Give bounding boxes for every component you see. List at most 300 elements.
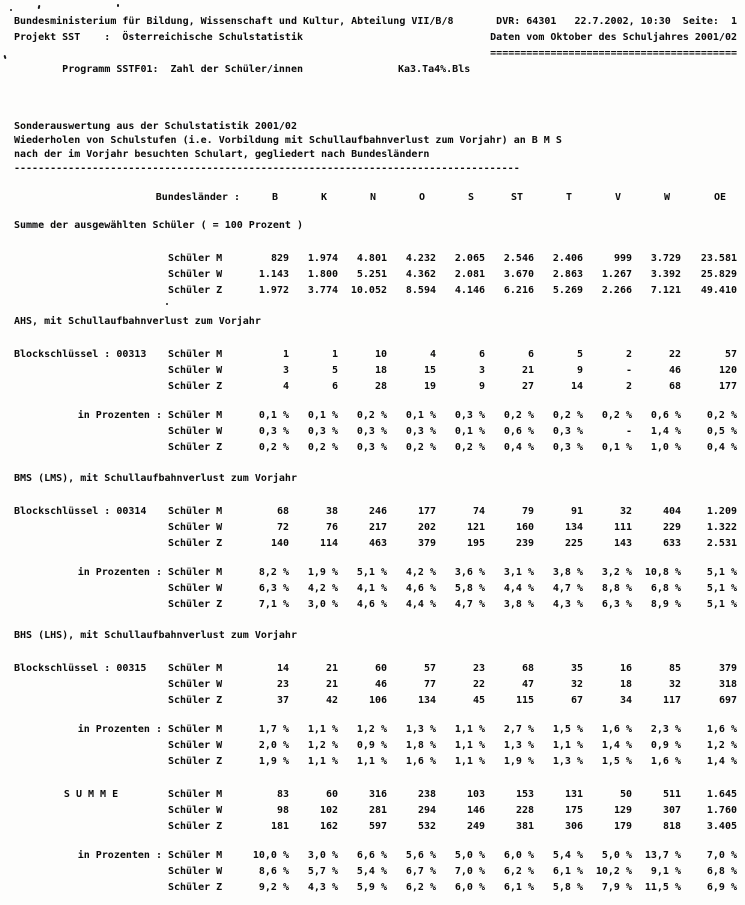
value-cell: 10,0 %: [252, 850, 289, 861]
value-cell: 5: [576, 349, 583, 360]
dashed-separator: ------------------------------------------------------------------------------------: [14, 163, 520, 174]
project-line: Projekt SST : Österreichische Schulstatistik: [14, 32, 303, 43]
value-cell: 102: [319, 805, 338, 816]
table-row: [168, 424, 737, 440]
table-row: [168, 536, 737, 552]
value-cell: 179: [613, 821, 632, 832]
value-cell: 67: [570, 695, 583, 706]
group-key-label: in Prozenten :: [77, 850, 162, 861]
value-cell: 85: [668, 663, 681, 674]
group-key-label: Blockschlüssel : 00313: [14, 349, 147, 360]
value-cell: 0,3 %: [552, 426, 583, 437]
report-intro: [14, 120, 737, 176]
row-group: [14, 787, 737, 835]
table-row: [168, 738, 737, 754]
value-cell: 35: [570, 663, 583, 674]
value-cell: 597: [368, 821, 387, 832]
group-key-label: in Prozenten :: [77, 410, 162, 421]
value-cell: 1.322: [706, 522, 737, 533]
column-header: B: [271, 192, 278, 203]
value-cell: 7,0 %: [706, 850, 737, 861]
table-row: [168, 347, 737, 363]
column-header: S: [467, 192, 474, 203]
value-cell: 0,9 %: [650, 740, 681, 751]
row-label: Schüler Z: [168, 442, 223, 453]
value-cell: 2.546: [503, 253, 534, 264]
value-cell: 1.209: [706, 506, 737, 517]
value-cell: 32: [619, 506, 632, 517]
value-cell: 50: [619, 789, 632, 800]
value-cell: 0,1 %: [405, 410, 436, 421]
value-cell: 175: [564, 805, 583, 816]
value-cell: -: [625, 365, 632, 376]
group-key-label: in Prozenten :: [77, 567, 162, 578]
value-cell: 6.216: [503, 285, 534, 296]
value-cell: 1,6 %: [601, 724, 632, 735]
value-cell: 6,3 %: [601, 599, 632, 610]
value-cell: 511: [662, 789, 681, 800]
value-cell: 0,2 %: [258, 442, 289, 453]
value-cell: 14: [570, 381, 583, 392]
value-cell: 134: [417, 695, 436, 706]
value-cell: 1,3 %: [405, 724, 436, 735]
value-cell: 6,8 %: [650, 583, 681, 594]
table-row: [168, 754, 737, 770]
value-cell: 0,2 %: [552, 410, 583, 421]
value-cell: 0,3 %: [356, 442, 387, 453]
table-row: [168, 283, 737, 299]
value-cell: 307: [662, 805, 681, 816]
value-cell: 23: [276, 679, 289, 690]
value-cell: 19: [423, 381, 436, 392]
row-group: [14, 661, 737, 709]
value-cell: 225: [564, 538, 583, 549]
value-cell: 98: [276, 805, 289, 816]
value-cell: 140: [270, 538, 289, 549]
value-cell: 0,2 %: [307, 442, 338, 453]
value-cell: 45: [472, 695, 485, 706]
value-cell: 0,3 %: [258, 426, 289, 437]
value-cell: 5,8 %: [454, 583, 485, 594]
column-header: T: [565, 192, 572, 203]
value-cell: 18: [374, 365, 387, 376]
value-cell: 281: [368, 805, 387, 816]
value-cell: 5.251: [356, 269, 387, 280]
value-cell: 23: [472, 663, 485, 674]
value-cell: 1,9 %: [503, 756, 534, 767]
value-cell: 0,3 %: [454, 410, 485, 421]
row-label: Schüler Z: [168, 756, 223, 767]
row-label: Schüler Z: [168, 381, 223, 392]
table-row: [168, 693, 737, 709]
value-cell: 162: [319, 821, 338, 832]
value-cell: 2.266: [601, 285, 632, 296]
value-cell: 3,6 %: [454, 567, 485, 578]
value-cell: 129: [613, 805, 632, 816]
value-cell: 4.232: [405, 253, 436, 264]
value-cell: 1,3 %: [552, 756, 583, 767]
table-row: [168, 677, 737, 693]
scan-artifact: [10, 9, 12, 11]
table-section: [14, 628, 737, 770]
row-label: Schüler W: [168, 740, 223, 751]
row-label: Schüler W: [168, 583, 223, 594]
value-cell: 4,3 %: [307, 882, 338, 893]
value-cell: 4.146: [454, 285, 485, 296]
value-cell: 106: [368, 695, 387, 706]
table-row: [168, 819, 737, 835]
value-cell: 2.081: [454, 269, 485, 280]
row-group: [14, 504, 737, 552]
value-cell: 6,2 %: [503, 866, 534, 877]
value-cell: 238: [417, 789, 436, 800]
value-cell: 68: [668, 381, 681, 392]
value-cell: 2,3 %: [650, 724, 681, 735]
value-cell: 633: [662, 538, 681, 549]
row-label: Schüler W: [168, 426, 223, 437]
value-cell: 22: [668, 349, 681, 360]
row-label: Schüler Z: [168, 599, 223, 610]
value-cell: 120: [718, 365, 737, 376]
value-cell: 115: [515, 695, 534, 706]
value-cell: 117: [662, 695, 681, 706]
value-cell: 0,5 %: [706, 426, 737, 437]
program-line: Programm SSTF01: Zahl der Schüler/innen: [62, 64, 303, 75]
value-cell: 1,1 %: [552, 740, 583, 751]
value-cell: 318: [718, 679, 737, 690]
value-cell: 1,5 %: [552, 724, 583, 735]
value-cell: 3.392: [650, 269, 681, 280]
intro-line-1: Sonderauswertung aus der Schulstatistik 2001/02: [14, 121, 297, 132]
value-cell: 0,2 %: [454, 442, 485, 453]
value-cell: 463: [368, 538, 387, 549]
report-header: [14, 14, 737, 94]
value-cell: 57: [423, 663, 436, 674]
value-cell: -: [625, 426, 632, 437]
value-cell: 1,1 %: [307, 756, 338, 767]
value-cell: 6,0 %: [454, 882, 485, 893]
value-cell: 8,6 %: [258, 866, 289, 877]
value-cell: 1,0 %: [650, 442, 681, 453]
value-cell: 5,1 %: [706, 583, 737, 594]
value-cell: 103: [466, 789, 485, 800]
value-cell: 10.052: [350, 285, 387, 296]
value-cell: 42: [325, 695, 338, 706]
section-heading: AHS, mit Schullaufbahnverlust zum Vorjahr: [14, 316, 261, 327]
section-heading: BHS (LHS), mit Schullaufbahnverlust zum Vorjahr: [14, 630, 297, 641]
table-section: [14, 471, 737, 613]
value-cell: 32: [570, 679, 583, 690]
value-cell: 246: [368, 506, 387, 517]
value-cell: 27: [521, 381, 534, 392]
value-cell: 181: [270, 821, 289, 832]
value-cell: 4,6 %: [356, 599, 387, 610]
row-label: Schüler Z: [168, 882, 223, 893]
value-cell: 1.267: [601, 269, 632, 280]
value-cell: 4,7 %: [454, 599, 485, 610]
value-cell: 7.121: [650, 285, 681, 296]
data-origin-line: Daten vom Oktober des Schuljahres 2001/02: [490, 32, 737, 43]
value-cell: 76: [325, 522, 338, 533]
value-cell: 2.065: [454, 253, 485, 264]
value-cell: 5: [331, 365, 338, 376]
value-cell: 134: [564, 522, 583, 533]
program-note: Ka3.Ta4%.Bls: [398, 64, 471, 75]
value-cell: 818: [662, 821, 681, 832]
value-cell: 2.531: [706, 538, 737, 549]
value-cell: 114: [319, 538, 338, 549]
value-cell: 3,8 %: [552, 567, 583, 578]
table-row: [168, 803, 737, 819]
value-cell: 4: [282, 381, 289, 392]
value-cell: 0,3 %: [356, 426, 387, 437]
value-cell: 9,2 %: [258, 882, 289, 893]
value-cell: 4,7 %: [552, 583, 583, 594]
value-cell: 306: [564, 821, 583, 832]
value-cell: 0,2 %: [601, 410, 632, 421]
value-cell: 3: [478, 365, 485, 376]
value-cell: 316: [368, 789, 387, 800]
table-row: [168, 722, 737, 738]
value-cell: 16: [619, 663, 632, 674]
value-cell: 0,1 %: [454, 426, 485, 437]
row-label: Schüler Z: [168, 538, 223, 549]
value-cell: 6,1 %: [552, 866, 583, 877]
value-cell: 2,0 %: [258, 740, 289, 751]
value-cell: 22: [472, 679, 485, 690]
table-section: [14, 218, 737, 299]
value-cell: 5,0 %: [601, 850, 632, 861]
value-cell: 25.829: [700, 269, 737, 280]
table-row: [168, 864, 737, 880]
value-cell: 0,9 %: [356, 740, 387, 751]
table-row: [168, 363, 737, 379]
table-row: [168, 581, 737, 597]
value-cell: 1.974: [307, 253, 338, 264]
table-row: [168, 379, 737, 395]
scan-artifact: [117, 4, 119, 7]
dvr-date-page-line: DVR: 64301 22.7.2002, 10:30 Seite: 1: [496, 16, 737, 27]
value-cell: 79: [521, 506, 534, 517]
group-key-label: in Prozenten :: [77, 724, 162, 735]
value-cell: 9: [576, 365, 583, 376]
row-group: [14, 565, 737, 613]
value-cell: 2.406: [552, 253, 583, 264]
value-cell: 5,0 %: [454, 850, 485, 861]
value-cell: 0,2 %: [503, 410, 534, 421]
value-cell: 13,7 %: [644, 850, 681, 861]
value-cell: 1,6 %: [405, 756, 436, 767]
value-cell: 2,7 %: [503, 724, 534, 735]
section-heading: BMS (LMS), mit Schullaufbahnverlust zum Vorjahr: [14, 473, 297, 484]
value-cell: 3,0 %: [307, 599, 338, 610]
value-cell: 60: [374, 663, 387, 674]
value-cell: 77: [423, 679, 436, 690]
row-label: Schüler M: [168, 253, 223, 264]
value-cell: 153: [515, 789, 534, 800]
row-group: [14, 408, 737, 456]
value-cell: 91: [570, 506, 583, 517]
table-row: [168, 597, 737, 613]
value-cell: 1,4 %: [601, 740, 632, 751]
value-cell: 146: [466, 805, 485, 816]
row-label: Schüler W: [168, 866, 223, 877]
value-cell: 1,1 %: [454, 756, 485, 767]
row-label: Schüler M: [168, 789, 223, 800]
value-cell: 195: [466, 538, 485, 549]
column-header: ST: [510, 192, 523, 203]
value-cell: 3,1 %: [503, 567, 534, 578]
value-cell: 72: [276, 522, 289, 533]
value-cell: 5,4 %: [356, 866, 387, 877]
value-cell: 7,9 %: [601, 882, 632, 893]
value-cell: 23.581: [700, 253, 737, 264]
value-cell: 1,4 %: [706, 756, 737, 767]
value-cell: 177: [718, 381, 737, 392]
value-cell: 6,7 %: [405, 866, 436, 877]
value-cell: 10,8 %: [644, 567, 681, 578]
section-heading: Summe der ausgewählten Schüler ( = 100 Prozent ): [14, 220, 303, 231]
value-cell: 5,1 %: [706, 599, 737, 610]
row-label: Schüler Z: [168, 821, 223, 832]
value-cell: 6,6 %: [356, 850, 387, 861]
value-cell: 1.143: [258, 269, 289, 280]
value-cell: 37: [276, 695, 289, 706]
value-cell: 34: [619, 695, 632, 706]
column-header: O: [418, 192, 425, 203]
bundeslaender-label: Bundesländer :: [155, 192, 240, 203]
value-cell: 3.774: [307, 285, 338, 296]
value-cell: 7,1 %: [258, 599, 289, 610]
value-cell: 68: [276, 506, 289, 517]
value-cell: 6,3 %: [258, 583, 289, 594]
value-cell: 6: [527, 349, 534, 360]
value-cell: 0,3 %: [405, 426, 436, 437]
row-label: Schüler W: [168, 522, 223, 533]
value-cell: 3.405: [706, 821, 737, 832]
value-cell: 2: [625, 349, 632, 360]
value-cell: 4: [429, 349, 436, 360]
value-cell: 8,8 %: [601, 583, 632, 594]
row-label: Schüler W: [168, 679, 223, 690]
group-key-label: S U M M E: [63, 789, 119, 800]
value-cell: 6,1 %: [503, 882, 534, 893]
value-cell: 10,2 %: [595, 866, 632, 877]
value-cell: 829: [270, 253, 289, 264]
table-row: [168, 267, 737, 283]
value-cell: 3.729: [650, 253, 681, 264]
value-cell: 1,9 %: [258, 756, 289, 767]
value-cell: 5,1 %: [706, 567, 737, 578]
value-cell: 1,2 %: [356, 724, 387, 735]
value-cell: 9,1 %: [650, 866, 681, 877]
value-cell: 6: [331, 381, 338, 392]
scan-artifact: [38, 5, 41, 9]
value-cell: 379: [417, 538, 436, 549]
value-cell: 1.800: [307, 269, 338, 280]
value-cell: 697: [718, 695, 737, 706]
table-section: [14, 787, 737, 896]
row-label: Schüler W: [168, 805, 223, 816]
value-cell: 5.269: [552, 285, 583, 296]
value-cell: 111: [613, 522, 632, 533]
value-cell: 1: [331, 349, 338, 360]
value-cell: 4.801: [356, 253, 387, 264]
row-group: [14, 722, 737, 770]
value-cell: 1,2 %: [307, 740, 338, 751]
row-label: Schüler M: [168, 349, 223, 360]
value-cell: 5,9 %: [356, 882, 387, 893]
row-label: Schüler Z: [168, 285, 223, 296]
table-row: [168, 848, 737, 864]
value-cell: 404: [662, 506, 681, 517]
group-key-label: Blockschlüssel : 00314: [14, 506, 147, 517]
value-cell: 160: [515, 522, 534, 533]
column-header: OE: [713, 192, 726, 203]
value-cell: 0,1 %: [307, 410, 338, 421]
scan-artifact: [166, 303, 168, 305]
value-cell: 6: [478, 349, 485, 360]
value-cell: 532: [417, 821, 436, 832]
row-label: Schüler M: [168, 410, 223, 421]
value-cell: 1,8 %: [405, 740, 436, 751]
value-cell: 1,3 %: [503, 740, 534, 751]
value-cell: 1,5 %: [601, 756, 632, 767]
value-cell: 294: [417, 805, 436, 816]
value-cell: 5,1 %: [356, 567, 387, 578]
row-label: Schüler M: [168, 506, 223, 517]
group-key-label: Blockschlüssel : 00315: [14, 663, 147, 674]
value-cell: 1,1 %: [356, 756, 387, 767]
value-cell: 14: [276, 663, 289, 674]
value-cell: 249: [466, 821, 485, 832]
table-row: [168, 880, 737, 896]
value-cell: 38: [325, 506, 338, 517]
value-cell: 0,2 %: [706, 410, 737, 421]
table-header-row: [14, 190, 737, 206]
row-group: [14, 848, 737, 896]
value-cell: 32: [668, 679, 681, 690]
value-cell: 7,0 %: [454, 866, 485, 877]
value-cell: 0,1 %: [601, 442, 632, 453]
value-cell: 47: [521, 679, 534, 690]
table-row: [168, 787, 737, 803]
row-label: Schüler M: [168, 724, 223, 735]
value-cell: 60: [325, 789, 338, 800]
value-cell: 228: [515, 805, 534, 816]
value-cell: 5,7 %: [307, 866, 338, 877]
value-cell: 83: [276, 789, 289, 800]
value-cell: 0,2 %: [356, 410, 387, 421]
value-cell: 1,4 %: [650, 426, 681, 437]
equals-separator: =========================================: [490, 48, 737, 59]
column-header: N: [369, 192, 376, 203]
value-cell: 4,1 %: [356, 583, 387, 594]
value-cell: 0,1 %: [258, 410, 289, 421]
value-cell: 177: [417, 506, 436, 517]
value-cell: 217: [368, 522, 387, 533]
value-cell: 0,2 %: [405, 442, 436, 453]
table-row: [168, 251, 737, 267]
value-cell: 2: [625, 381, 632, 392]
row-label: Schüler W: [168, 365, 223, 376]
table-row: [168, 504, 737, 520]
value-cell: 3.670: [503, 269, 534, 280]
value-cell: 239: [515, 538, 534, 549]
value-cell: 4,2 %: [405, 567, 436, 578]
value-cell: 46: [668, 365, 681, 376]
statistics-table: [14, 190, 737, 896]
